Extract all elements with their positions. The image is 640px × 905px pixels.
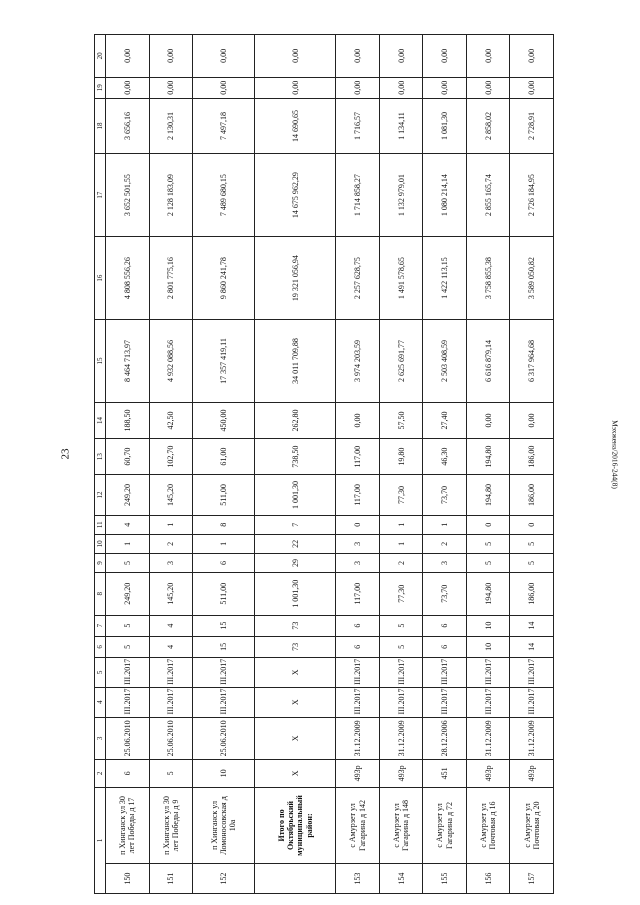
header-cell: 4 [95,687,106,717]
table-cell: 5 [379,615,423,636]
table-cell: 5 [466,534,510,553]
table-cell: 1 132 979,01 [379,154,423,237]
header-cell: 9 [95,553,106,572]
table-cell: III.2017 [149,687,193,717]
table-cell: III.2017 [423,687,467,717]
table-cell: 117,00 [336,439,380,475]
table-cell: 186,00 [510,475,554,515]
table-cell: 493р [379,760,423,788]
table-cell: 1 422 113,15 [423,237,467,320]
table-cell: 0,00 [193,35,255,78]
header-cell: 8 [95,573,106,616]
table-cell: 14 675 962,29 [255,154,336,237]
table-cell: 60,70 [106,439,150,475]
table-cell: 493р [336,760,380,788]
address-cell: с Амурзет ул Гагарина д 72 [423,787,467,864]
table-cell: 5 [379,636,423,657]
table-cell: 150 [106,864,150,894]
table-row [149,35,193,894]
table-row [466,35,510,894]
table-cell: 7 497,18 [193,98,255,153]
table-cell: 9 860 241,78 [193,237,255,320]
table-cell: 1 491 578,65 [379,237,423,320]
table-cell: III.2017 [379,687,423,717]
table-cell: 4 [149,636,193,657]
table-cell: 31.12.2009 [379,717,423,760]
table-cell: 34 011 709,88 [255,320,336,403]
table-cell: 17 357 419,11 [193,320,255,403]
address-cell: с Амурзет ул Почтовая д 20 [510,787,554,864]
table-cell: 151 [149,864,193,894]
table-cell: 0,00 [466,35,510,78]
table-cell: 3 656,16 [106,98,150,153]
table-cell: 5 [106,636,150,657]
header-cell: 18 [95,98,106,153]
address-cell: п Хинганск ул 30 лет Победы д 9 [149,787,193,864]
table-cell [255,864,336,894]
table-cell: 31.12.2009 [510,717,554,760]
header-cell: 6 [95,636,106,657]
table-cell: III.2017 [466,658,510,688]
table-cell: 0,00 [149,35,193,78]
table-cell: 3 [149,553,193,572]
table-cell: 28.12.2006 [423,717,467,760]
table-cell: 1 [423,515,467,534]
table-cell: 6 [423,636,467,657]
table-cell: 22 [255,534,336,553]
table-row [510,35,554,894]
table-cell: 2 [149,534,193,553]
table-cell: III.2017 [379,658,423,688]
table-cell: 73 [255,615,336,636]
table-cell: 0,00 [510,77,554,98]
header-cell: 19 [95,77,106,98]
table-cell: 1 [106,534,150,553]
table-cell: 6 [336,615,380,636]
table-row [193,35,255,894]
address-cell: п Хинганск ул 30 лет Победы д 17 [106,787,150,864]
table-cell: 0,00 [510,35,554,78]
table-row-total [255,35,336,894]
table-cell: 154 [379,864,423,894]
table-cell: 0,00 [336,77,380,98]
table-cell: 157 [510,864,554,894]
table-cell: 5 [510,553,554,572]
table-cell: 5 [106,553,150,572]
header-cell: 2 [95,760,106,788]
table-cell: 450,00 [193,402,255,438]
table-cell: III.2017 [336,658,380,688]
table-cell: 117,00 [336,573,380,616]
table-cell: 2 503 408,59 [423,320,467,403]
table-cell: 3 [336,553,380,572]
table-cell: 153 [336,864,380,894]
table-cell: 0,00 [106,77,150,98]
table-cell: 10 [466,615,510,636]
table-cell: 1 714 858,27 [336,154,380,237]
table-cell: 0 [510,515,554,534]
table-cell: 25.06.2010 [193,717,255,760]
table-cell: 2 726 184,95 [510,154,554,237]
address-cell: Итого по Октябрьский муниципальный район: [255,787,336,864]
table-cell: 1 080 214,14 [423,154,467,237]
table-cell: 2 855 165,74 [466,154,510,237]
rotated-table-frame [94,34,554,894]
table-cell: 73,70 [423,573,467,616]
table-cell: III.2017 [510,687,554,717]
table-cell: 2 [423,534,467,553]
table-cell: 7 [255,515,336,534]
table-cell: 0,00 [466,77,510,98]
table-cell: 6 [423,615,467,636]
table-cell: 6 [106,760,150,788]
table-cell: 77,30 [379,573,423,616]
header-cell: 7 [95,615,106,636]
table-cell: 145,20 [149,475,193,515]
table-cell: 738,50 [255,439,336,475]
table-cell: 57,50 [379,402,423,438]
table-container [94,34,554,894]
table-cell: 8 [193,515,255,534]
table-cell: 73,70 [423,475,467,515]
table-cell: 493р [510,760,554,788]
table-cell: 511,00 [193,573,255,616]
table-cell: 194,80 [466,439,510,475]
table-cell: 1 [379,534,423,553]
table-cell: 5 [106,615,150,636]
table-cell: 3 589 050,82 [510,237,554,320]
table-cell: 194,80 [466,475,510,515]
table-row [336,35,380,894]
page-number: 23 [59,448,72,460]
header-cell: 12 [95,475,106,515]
table-cell: 0,00 [193,77,255,98]
table-cell: 14 [510,636,554,657]
header-cell: 15 [95,320,106,403]
table-cell: 145,20 [149,573,193,616]
table-cell: 14 690,65 [255,98,336,153]
table-cell: III.2017 [193,658,255,688]
table-cell: 0,00 [379,35,423,78]
table-cell: 61,00 [193,439,255,475]
document-code: Мэхжена/2016-244(8) [610,420,620,489]
header-cell: 17 [95,154,106,237]
table-cell: 42,50 [149,402,193,438]
table-cell: 4 808 556,26 [106,237,150,320]
table-cell: 249,20 [106,573,150,616]
table-cell: 4 [149,615,193,636]
table-cell: X [255,658,336,688]
table-cell: III.2017 [106,687,150,717]
table-cell: 6 [193,553,255,572]
table-cell: 0,00 [510,402,554,438]
table-cell: 27,40 [423,402,467,438]
table-body [106,35,554,894]
table-cell: 14 [510,615,554,636]
table-cell: 1 [149,515,193,534]
table-cell: III.2017 [193,687,255,717]
table-cell: 0,00 [106,35,150,78]
header-cell: 14 [95,402,106,438]
table-cell: 0 [466,515,510,534]
table-cell: 25.06.2010 [149,717,193,760]
table-cell: 2 [379,553,423,572]
table-cell: 6 616 879,14 [466,320,510,403]
header-cell: 20 [95,35,106,78]
table-cell: 194,80 [466,573,510,616]
table-cell: III.2017 [466,687,510,717]
table-cell: 8 464 713,97 [106,320,150,403]
table-cell: 6 [336,636,380,657]
table-cell: 1 716,57 [336,98,380,153]
table-cell: 186,00 [510,573,554,616]
address-cell: п Хинганск ул Ломоносовская д 10а [193,787,255,864]
table-cell: 0,00 [255,35,336,78]
table-cell: 0,00 [149,77,193,98]
table-cell: 19 321 056,94 [255,237,336,320]
table-cell: 0,00 [423,77,467,98]
table-cell: 186,00 [510,439,554,475]
table-cell: 155 [423,864,467,894]
table-cell: 15 [193,636,255,657]
table-cell: 1 001,30 [255,475,336,515]
table-cell: 2 858,02 [466,98,510,153]
address-cell: с Амурзет ул Гагарина д 142 [336,787,380,864]
header-cell: 10 [95,534,106,553]
table-cell: 4 [106,515,150,534]
table-cell: 3 652 501,55 [106,154,150,237]
table-cell: 511,00 [193,475,255,515]
table-cell: 25.06.2010 [106,717,150,760]
table-cell: 451 [423,760,467,788]
table-cell: 1 001,30 [255,573,336,616]
header-cell: 3 [95,717,106,760]
table-cell: 0,00 [255,77,336,98]
table-cell: 262,80 [255,402,336,438]
table-row [379,35,423,894]
header-row [95,35,106,894]
table-cell: 0,00 [336,402,380,438]
table-cell: 73 [255,636,336,657]
table-cell: 2 130,31 [149,98,193,153]
table-cell: 0,00 [336,35,380,78]
table-cell: 2 257 628,75 [336,237,380,320]
header-cell: 11 [95,515,106,534]
table-cell: 152 [193,864,255,894]
table-cell: 1 081,30 [423,98,467,153]
table-cell: III.2017 [106,658,150,688]
address-cell: с Амурзет ул Почтовая д 16 [466,787,510,864]
table-cell: III.2017 [423,658,467,688]
table-cell: III.2017 [149,658,193,688]
table-cell: 5 [149,760,193,788]
table-cell: 46,30 [423,439,467,475]
table-cell: 2 625 691,77 [379,320,423,403]
table-cell: 10 [466,636,510,657]
table-row [106,35,150,894]
table-cell: 29 [255,553,336,572]
table-cell: 0,00 [466,402,510,438]
table-cell: III.2017 [510,658,554,688]
header-cell: 16 [95,237,106,320]
table-row [423,35,467,894]
data-table [94,34,554,894]
table-cell: III.2017 [336,687,380,717]
table-cell: 3 758 855,38 [466,237,510,320]
table-cell: 249,20 [106,475,150,515]
table-cell: 102,70 [149,439,193,475]
header-cell: 5 [95,658,106,688]
table-cell: 31.12.2009 [336,717,380,760]
table-cell: 0,00 [379,77,423,98]
table-cell: 3 974 203,59 [336,320,380,403]
table-cell: 77,30 [379,475,423,515]
table-cell: 1 [193,534,255,553]
table-cell: 6 317 964,68 [510,320,554,403]
table-cell: 4 932 088,56 [149,320,193,403]
table-cell: 3 [423,553,467,572]
table-cell: 0 [336,515,380,534]
table-cell: 7 489 680,15 [193,154,255,237]
table-cell: 493р [466,760,510,788]
header-cell: 13 [95,439,106,475]
table-cell: 2 128 183,09 [149,154,193,237]
table-cell: 0,00 [423,35,467,78]
table-cell: 156 [466,864,510,894]
table-cell: 19,80 [379,439,423,475]
table-cell: 5 [510,534,554,553]
table-cell: 1 134,11 [379,98,423,153]
table-cell: 2 801 775,16 [149,237,193,320]
table-cell: 188,50 [106,402,150,438]
address-cell: с Амурзет ул Гагарина д 148 [379,787,423,864]
table-cell: 117,00 [336,475,380,515]
table-cell: 5 [466,553,510,572]
header-cell: 1 [95,787,106,893]
table-cell: 3 [336,534,380,553]
table-cell: X [255,760,336,788]
table-cell: 1 [379,515,423,534]
table-cell: 2 728,91 [510,98,554,153]
table-cell: X [255,717,336,760]
table-cell: 31.12.2009 [466,717,510,760]
table-cell: 10 [193,760,255,788]
table-cell: X [255,687,336,717]
table-cell: 15 [193,615,255,636]
